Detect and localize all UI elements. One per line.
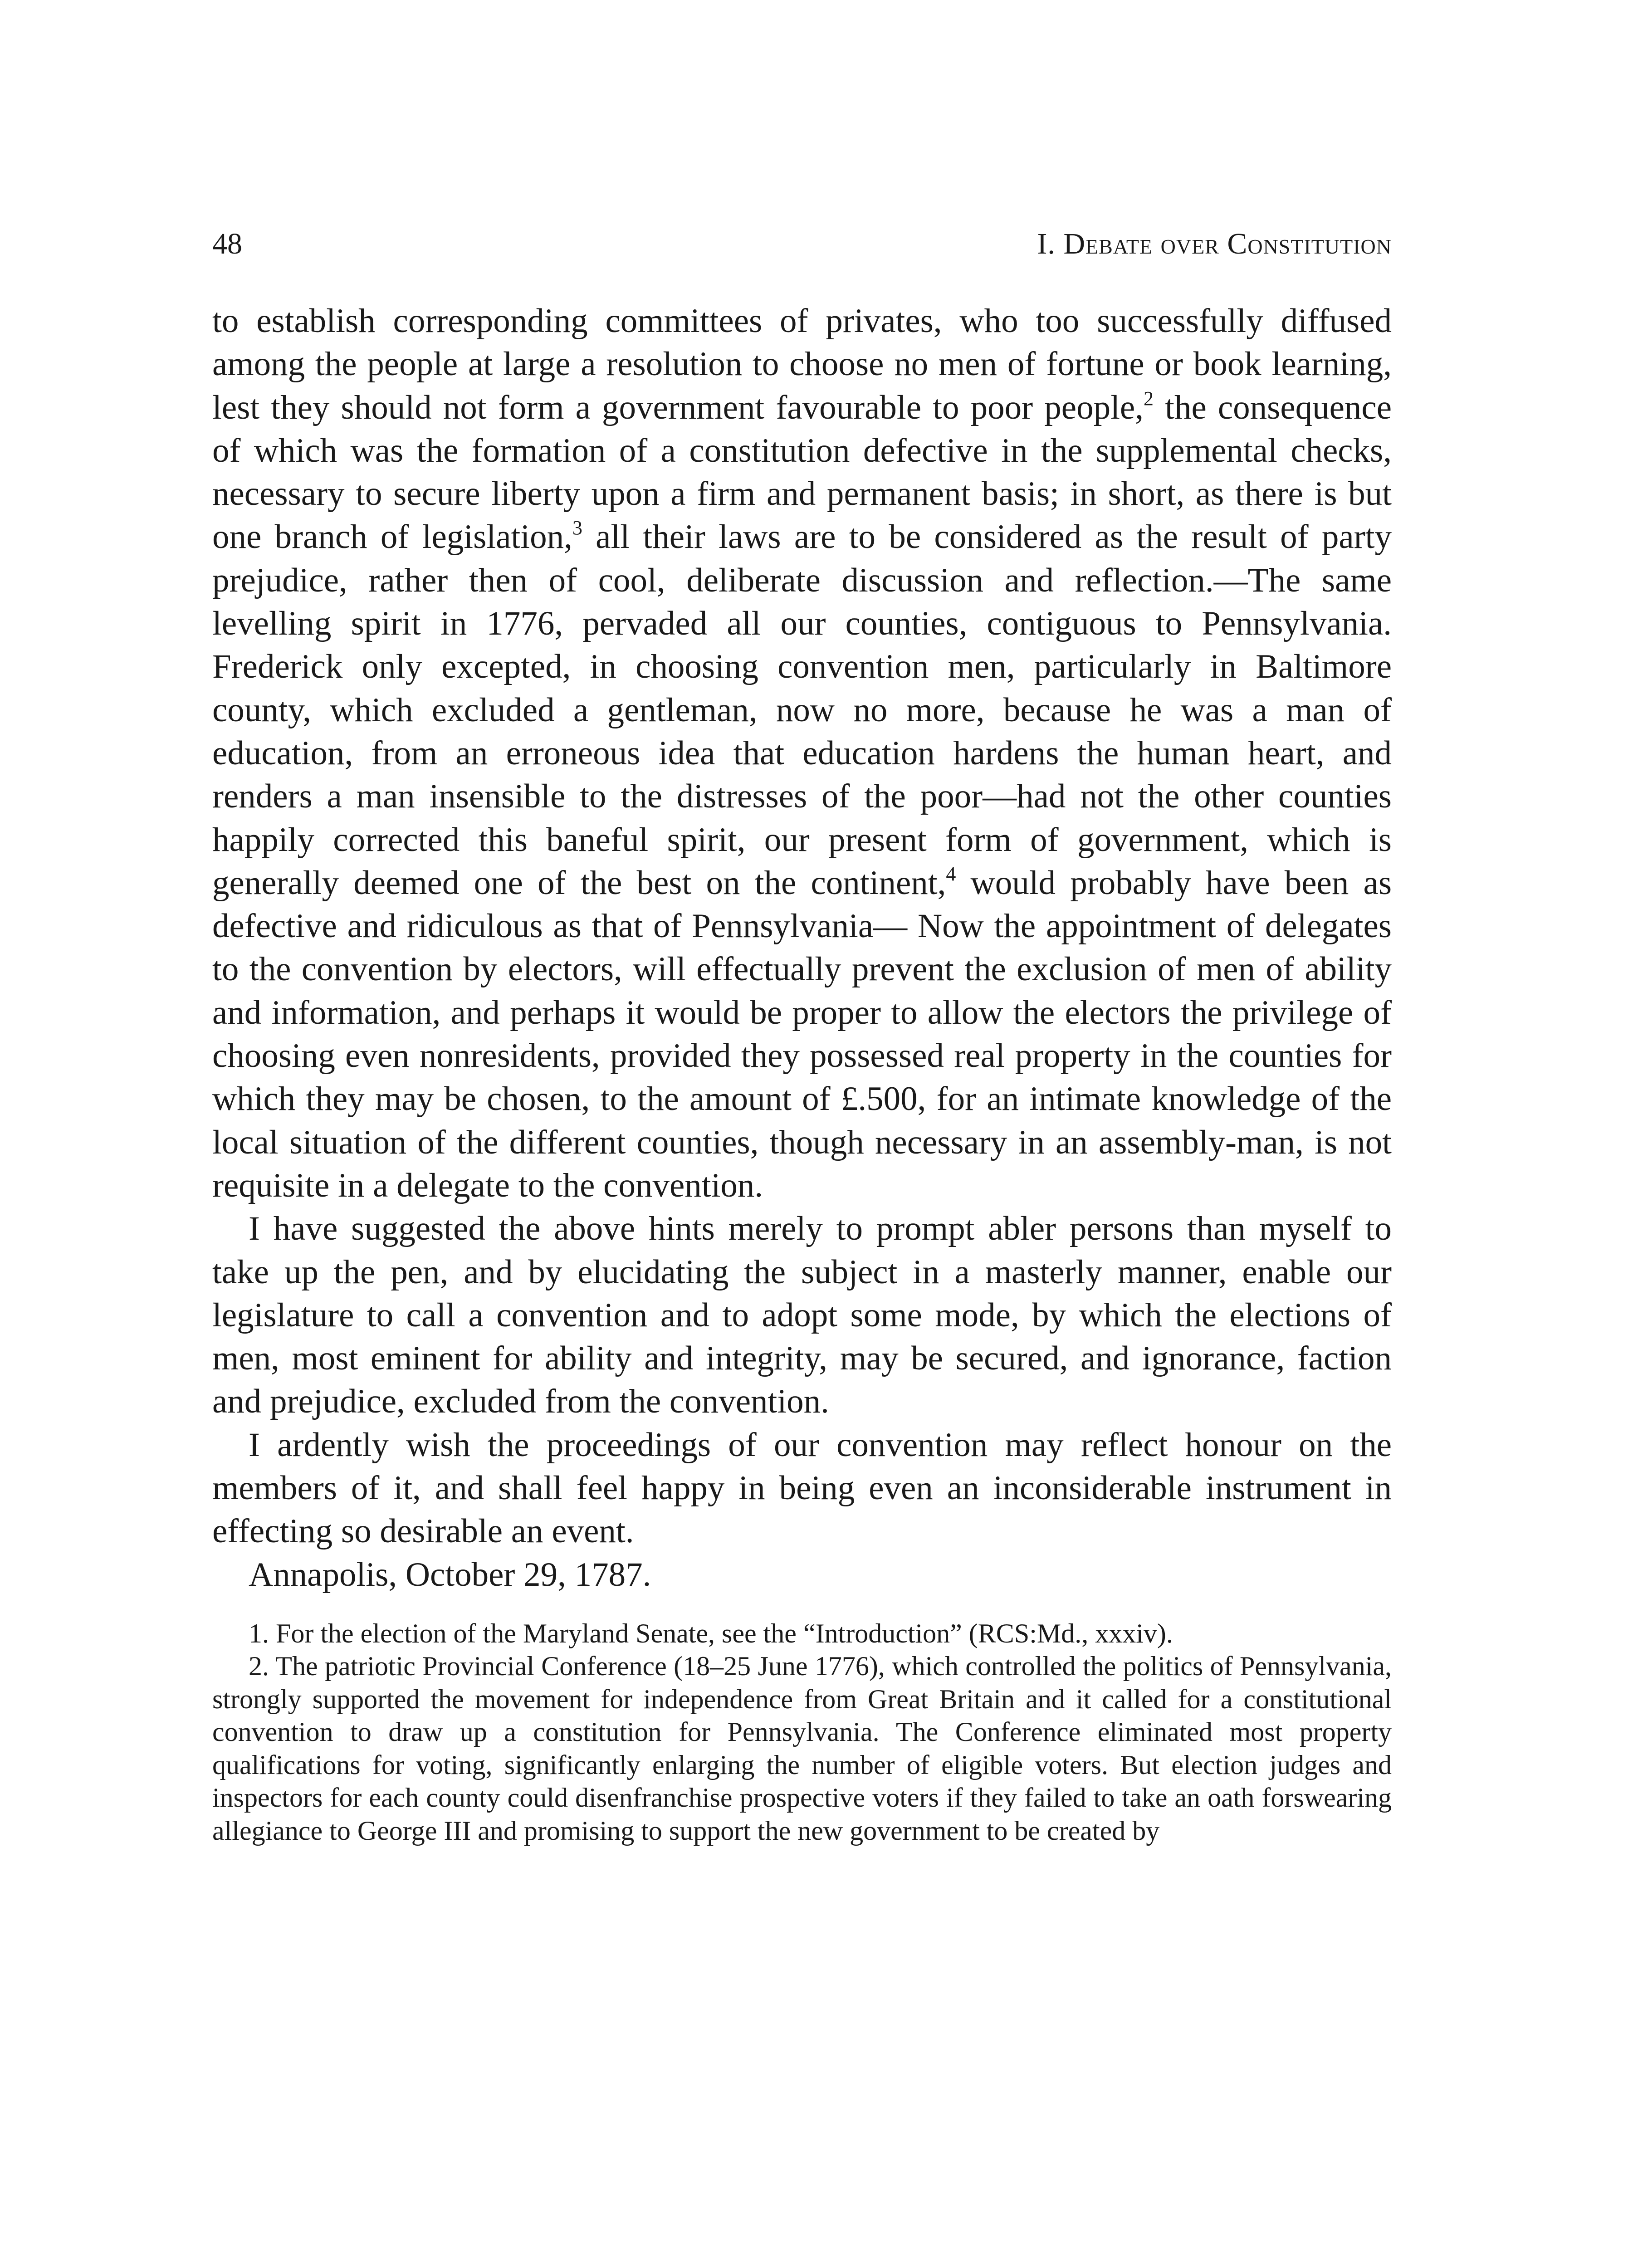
section-title: I. Debate over Constitution	[1037, 227, 1392, 260]
footnote-2: 2. The patriotic Provincial Conference (18–25 June 1776), which controlled the politics of Pennsylvania, strongly supported the movement for independence from Great Britain and it called for a constitutional convention to draw up a constitution for Pennsylvania. The Conference eliminated most property qualifications for voting, significantly enlarging the number of eligible voters. But election judges and inspectors for each county could disenfranchise prospective voters if they failed to take an oath forswearing allegiance to George III and promising to support the new government to be created by	[212, 1651, 1392, 1846]
footnote-ref-2: 2	[1143, 387, 1154, 410]
running-head	[212, 227, 1392, 272]
paragraph-1	[212, 299, 1392, 1207]
paragraph-1-part-d: would probably have been as defective and ridiculous as that of Pennsylvania— Now the appointment of delegates to the convention by electors, will effectually prevent the exclusion of men of ability and information, and perhaps it would be proper to allow the electors the privilege of choosing even nonresidents, provided they possessed real property in the counties for which they may be chosen, to the amount of £.500, for an intimate knowledge of the local situation of the different counties, though necessary in an assembly-man, is not requisite in a delegate to the convention.	[212, 864, 1392, 1204]
footnote-1: 1. For the election of the Maryland Senate, see the “Introduction” (RCS:Md., xxxiv).	[249, 1618, 1173, 1648]
dateline: Annapolis, October 29, 1787.	[249, 1555, 651, 1593]
footnotes	[212, 1617, 1392, 1848]
page-number: 48	[212, 227, 242, 260]
paragraph-1-part-b: the consequence of which was the formation of a constitution defective in the supplemental checks, necessary to secure liberty upon a firm and permanent basis; in short, as there is but one branch of legislation,	[212, 388, 1392, 556]
paragraph-1-part-a: to establish corresponding committees of privates, who too successfully diffused among the people at large a resolution to choose no men of fortune or book learning, lest they should not form a government favourable to poor people,	[212, 302, 1392, 426]
paragraph-2: I have suggested the above hints merely to prompt abler persons than myself to take up the pen, and by elucidating the subject in a masterly manner, enable our legislature to call a convention and to adopt some mode, by which the elections of men, most eminent for ability and integrity, may be secured, and ignorance, faction and prejudice, excluded from the convention.	[212, 1210, 1392, 1421]
footnote-ref-3: 3	[572, 517, 582, 539]
paragraph-3: I ardently wish the proceedings of our convention may reflect honour on the members of it, and shall feel happy in being even an inconsiderable instrument in effecting so desirable an event.	[212, 1426, 1392, 1550]
paragraph-1-part-c: all their laws are to be considered as the result of party prejudice, rather then of cool, deliberate discussion and reflection.—The same levelling spirit in 1776, pervaded all our counties, contiguous to Pennsylvania. Frederick only excepted, in choosing convention men, particularly in Baltimore county, which excluded a gentleman, now no more, because he was a man of education, from an erroneous idea that education hardens the human heart, and renders a man insensible to the distresses of the poor—had not the other counties happily corrected this baneful spirit, our present form of government, which is generally deemed one of the best on the continent,	[212, 518, 1392, 902]
body-text	[212, 299, 1392, 1596]
footnote-ref-4: 4	[946, 862, 956, 885]
book-page	[212, 227, 1392, 1847]
